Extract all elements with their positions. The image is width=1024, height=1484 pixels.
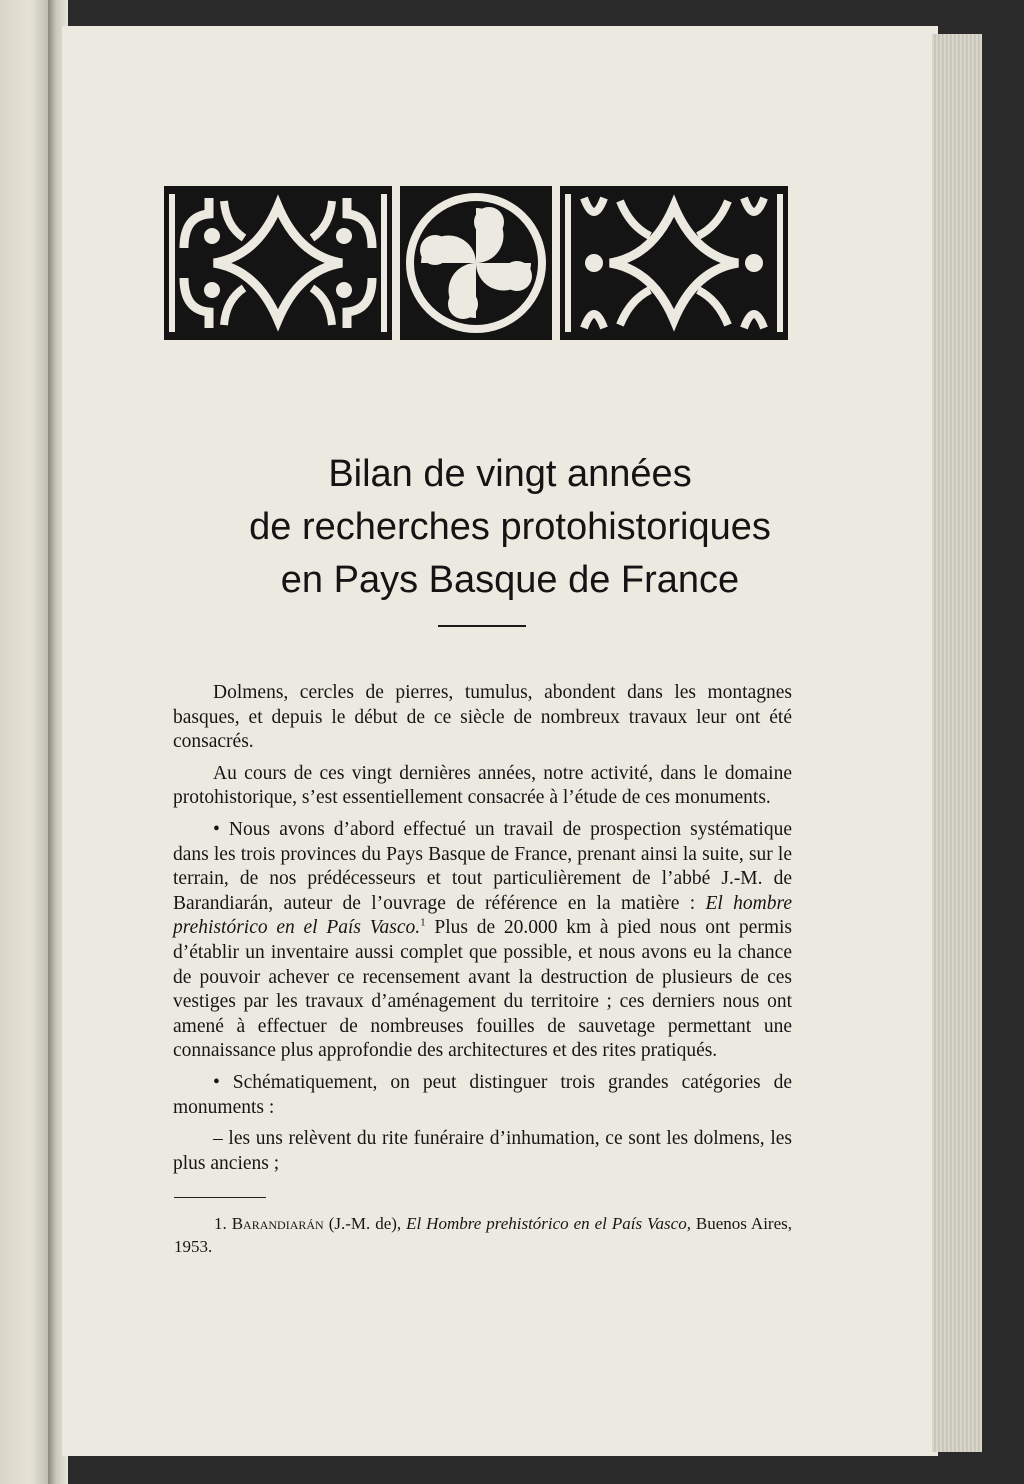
left-ornament-panel xyxy=(164,186,392,340)
paragraph-1: Dolmens, cercles de pierres, tumulus, abondent dans les montagnes basques, et depuis le début de ce siècle de nombreux travaux leur ont été consacrés. xyxy=(173,682,792,753)
body-text xyxy=(173,681,792,1183)
paragraph-5: – les uns relèvent du rite funéraire d’inhumation, ce sont les dolmens, les plus anciens ; xyxy=(173,1128,792,1174)
footnote-author: Barandiarán xyxy=(231,1214,324,1233)
lauburu-panel xyxy=(400,186,552,340)
article-title xyxy=(160,448,860,607)
paragraph-3 xyxy=(173,818,792,1064)
basque-ornament-banner xyxy=(164,186,788,340)
footnote-author-rest: (J.-M. de), xyxy=(323,1214,407,1233)
title-line-1: Bilan de vingt années xyxy=(328,453,692,495)
left-page-edge xyxy=(0,0,50,1484)
footnote xyxy=(174,1212,792,1258)
footnote-ref: 1 xyxy=(420,916,426,929)
title-line-3: en Pays Basque de France xyxy=(280,559,740,601)
paragraph-3-title: El hombre prehistórico en el País Vasco. xyxy=(173,892,792,939)
paragraph-3-text-a: • Nous avons d’abord effectué un travail de prospection systématique dans les trois provinces du Pays Basque de France, prenant ainsi la suite, sur le terrain, de nos prédécesseurs et tout particulièrement de l’abbé J.-M. de Barandiarán, auteur de l’ouvrage de référence en la matière : xyxy=(173,818,792,914)
paragraph-3-text-b: Plus de 20.000 km à pied nous ont permis d’établir un inventaire aussi complet que possible, et nous avons eu la chance de pouvoir achever ce recensement avant la destruction de plusieurs de ces vestiges par les travaux d’aménagement du territoire ; ces derniers nous ont amené à effectuer de nombreuses fouilles de sauvetage permettant une connaissance plus approfondie des architectures et des rites pratiqués. xyxy=(173,917,792,1062)
footnote-1 xyxy=(174,1212,792,1258)
title-divider xyxy=(438,625,526,627)
footnote-work: El Hombre prehistórico en el País Vasco, xyxy=(406,1214,691,1233)
right-ornament-panel xyxy=(560,186,788,340)
footnote-separator xyxy=(174,1197,266,1198)
paragraph-2: Au cours de ces vingt dernières années, notre activité, dans le domaine protohistorique, s’est essentiellement consacrée à l’étude de ces monuments. xyxy=(173,762,792,809)
title-line-2: de recherches protohistoriques xyxy=(249,506,771,548)
footnote-number: 1. xyxy=(214,1214,227,1233)
footnote-place: Buenos Aires, 1953. xyxy=(174,1214,792,1256)
page-edges xyxy=(932,34,982,1452)
paragraph-4: • Schématiquement, on peut distinguer trois grandes catégories de monuments : xyxy=(173,1071,792,1118)
